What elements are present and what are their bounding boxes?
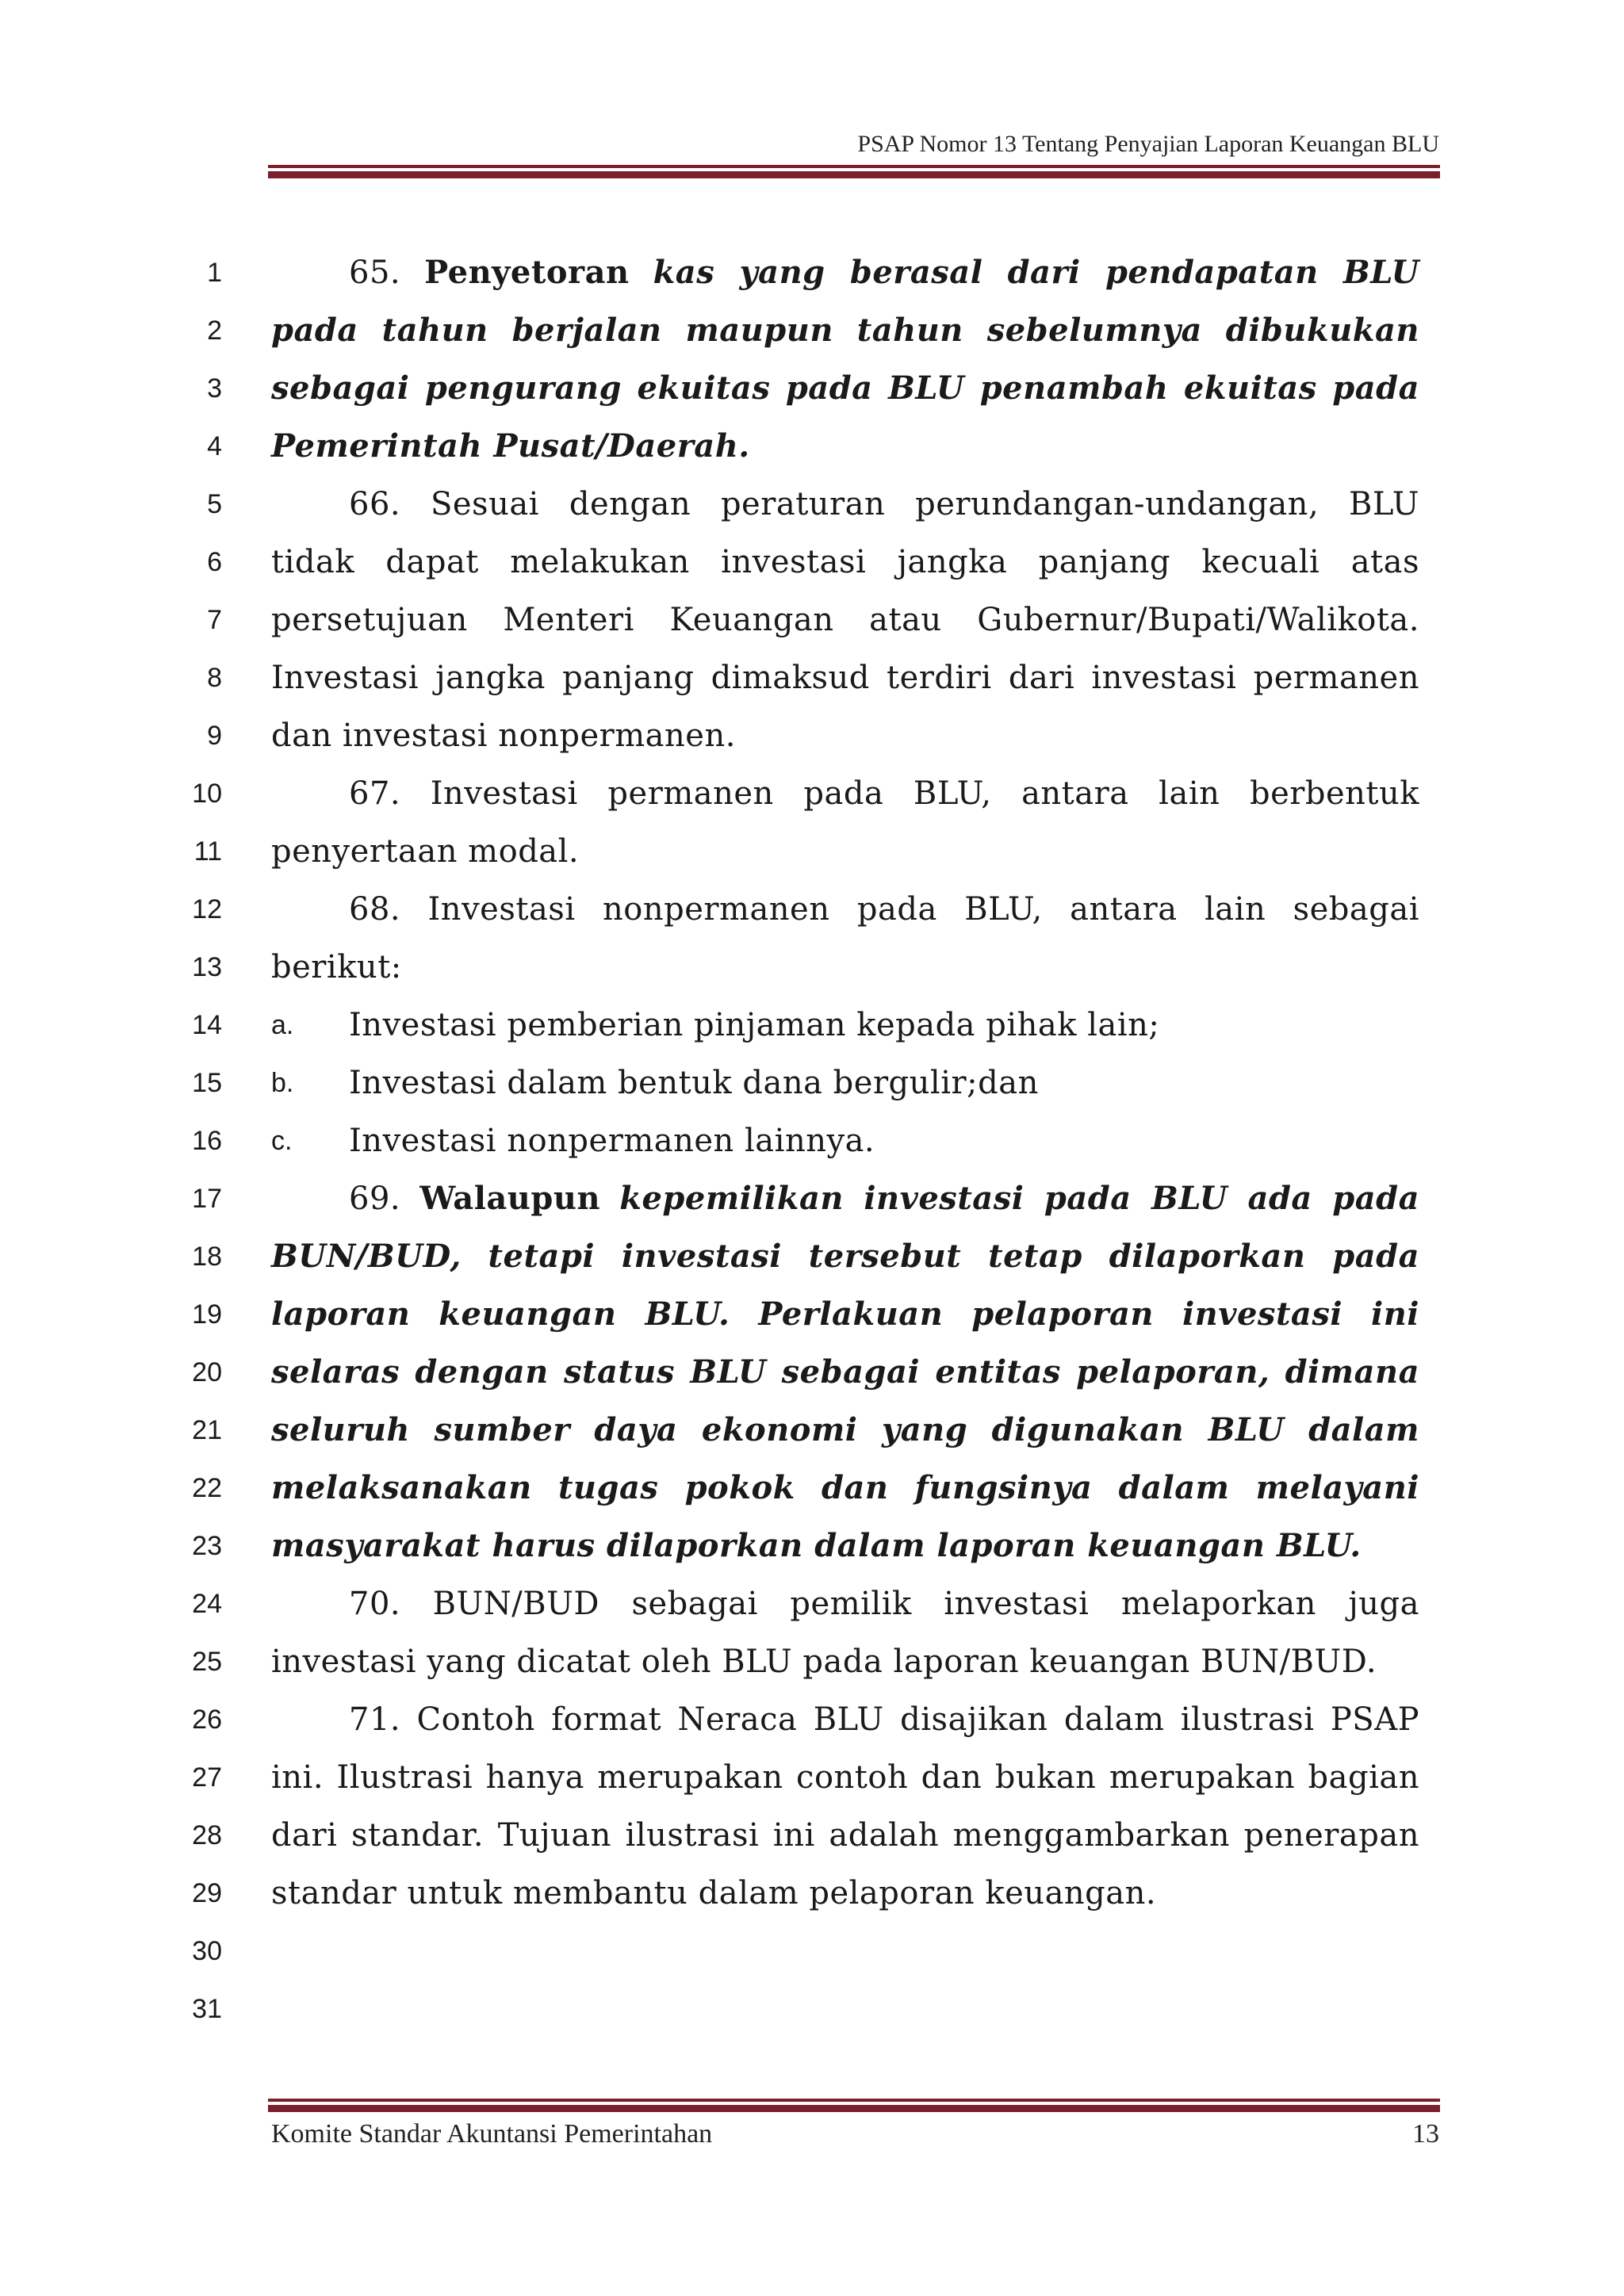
line-number: 29 [192, 1878, 222, 1908]
line-number: 28 [192, 1820, 222, 1850]
paragraph-68-line: 68. Investasi nonpermanen pada BLU, antara lain sebagai [349, 891, 1419, 928]
line-number: 8 [207, 663, 222, 693]
line-number: 16 [192, 1126, 222, 1156]
line-number: 11 [193, 836, 222, 867]
paragraph-65-line: sebagai pengurang ekuitas pada BLU penambah ekuitas pada [271, 369, 1419, 407]
paragraph-68-line: berikut: [271, 949, 402, 985]
line-number: 6 [207, 547, 222, 577]
paragraph-69-line: melaksanakan tugas pokok dan fungsinya dalam melayani [271, 1469, 1419, 1506]
line-number: 5 [207, 489, 222, 519]
paragraph-69-line: laporan keuangan BLU. Perlakuan pelaporan investasi ini [271, 1295, 1419, 1333]
footer-organization: Komite Standar Akuntansi Pemerintahan [271, 2119, 713, 2149]
header-rule-thick [268, 171, 1440, 178]
line-number: 23 [192, 1531, 222, 1561]
list-marker: a. [271, 1010, 294, 1040]
paragraph-69-line: BUN/BUD, tetapi investasi tersebut tetap dilaporkan pada [271, 1238, 1419, 1275]
paragraph-71-line: dari standar. Tujuan ilustrasi ini adalah menggambarkan penerapan [271, 1817, 1419, 1854]
paragraph-71-line: 71. Contoh format Neraca BLU disajikan dalam ilustrasi PSAP [349, 1701, 1419, 1738]
line-number: 10 [192, 779, 222, 809]
paragraph-number: 65. [349, 254, 401, 291]
list-item: Investasi pemberian pinjaman kepada pihak lain; [349, 1007, 1160, 1043]
list-marker: c. [271, 1126, 293, 1156]
paragraph-69-line: masyarakat harus dilaporkan dalam laporan keuangan BLU. [271, 1527, 1362, 1564]
paragraph-71-line: ini. Ilustrasi hanya merupakan contoh dan bukan merupakan bagian [271, 1759, 1419, 1796]
paragraph-number: 69. [349, 1181, 401, 1217]
line-number: 21 [192, 1415, 222, 1445]
paragraph-70-line: 70. BUN/BUD sebagai pemilik investasi melaporkan juga [349, 1586, 1419, 1622]
line-number: 3 [207, 373, 222, 404]
paragraph-66-line: 66. Sesuai dengan peraturan perundangan-undangan, BLU [349, 486, 1419, 522]
line-number: 13 [192, 952, 222, 982]
line-number: 26 [192, 1705, 222, 1735]
paragraph-66-line: persetujuan Menteri Keuangan atau Gubernur/Bupati/Walikota. [271, 602, 1419, 638]
header-rule-thin [268, 165, 1440, 168]
line-number: 18 [192, 1242, 222, 1272]
paragraph-69-line: selaras dengan status BLU sebagai entitas pelaporan, dimana [271, 1353, 1419, 1391]
line-number: 7 [207, 605, 222, 635]
paragraph-66-line: dan investasi nonpermanen. [271, 718, 736, 754]
line-number: 2 [207, 316, 222, 346]
line-number: 12 [192, 894, 222, 924]
list-item: Investasi nonpermanen lainnya. [349, 1123, 875, 1159]
line-number: 17 [192, 1184, 222, 1214]
paragraph-69-line: seluruh sumber daya ekonomi yang digunakan BLU dalam [271, 1411, 1419, 1448]
line-number: 30 [192, 1936, 222, 1966]
line-number: 4 [207, 431, 222, 461]
line-number: 22 [192, 1473, 222, 1503]
paragraph-65-line [349, 254, 1419, 292]
line-number: 24 [192, 1589, 222, 1619]
list-item: Investasi dalam bentuk dana bergulir;dan [349, 1065, 1039, 1101]
page-number: 13 [1412, 2119, 1439, 2149]
paragraph-65-line: Pemerintah Pusat/Daerah. [271, 427, 750, 465]
paragraph-67-line: penyertaan modal. [271, 833, 580, 870]
paragraph-70-line: investasi yang dicatat oleh BLU pada laporan keuangan BUN/BUD. [271, 1644, 1377, 1680]
line-number: 27 [192, 1762, 222, 1793]
paragraph-text: kas yang berasal dari pendapatan BLU [653, 254, 1420, 291]
paragraph-67-line: 67. Investasi permanen pada BLU, antara lain berbentuk [349, 775, 1419, 812]
line-number: 31 [192, 1994, 222, 2024]
line-number: 14 [192, 1010, 222, 1040]
footer-rule-thick [268, 2105, 1440, 2112]
paragraph-65-line: pada tahun berjalan maupun tahun sebelumnya dibukukan [271, 312, 1419, 349]
paragraph-text: kepemilikan investasi pada BLU ada pada [619, 1180, 1420, 1217]
paragraph-71-line: standar untuk membantu dalam pelaporan keuangan. [271, 1875, 1157, 1911]
line-number: 19 [192, 1299, 222, 1330]
line-number: 1 [207, 258, 222, 288]
paragraph-66-line: tidak dapat melakukan investasi jangka panjang kecuali atas [271, 544, 1419, 580]
list-marker: b. [271, 1068, 294, 1098]
line-number: 15 [192, 1068, 222, 1098]
footer-rule-thin [268, 2099, 1440, 2102]
paragraph-lead-word: Penyetoran [424, 254, 630, 291]
line-number: 25 [192, 1647, 222, 1677]
paragraph-66-line: Investasi jangka panjang dimaksud terdiri dari investasi permanen [271, 660, 1419, 696]
line-number: 20 [192, 1357, 222, 1387]
line-number: 9 [207, 721, 222, 751]
page-header-title: PSAP Nomor 13 Tentang Penyajian Laporan Keuangan BLU [857, 131, 1439, 157]
paragraph-69-line [349, 1180, 1419, 1218]
paragraph-lead-word: Walaupun [419, 1180, 601, 1217]
